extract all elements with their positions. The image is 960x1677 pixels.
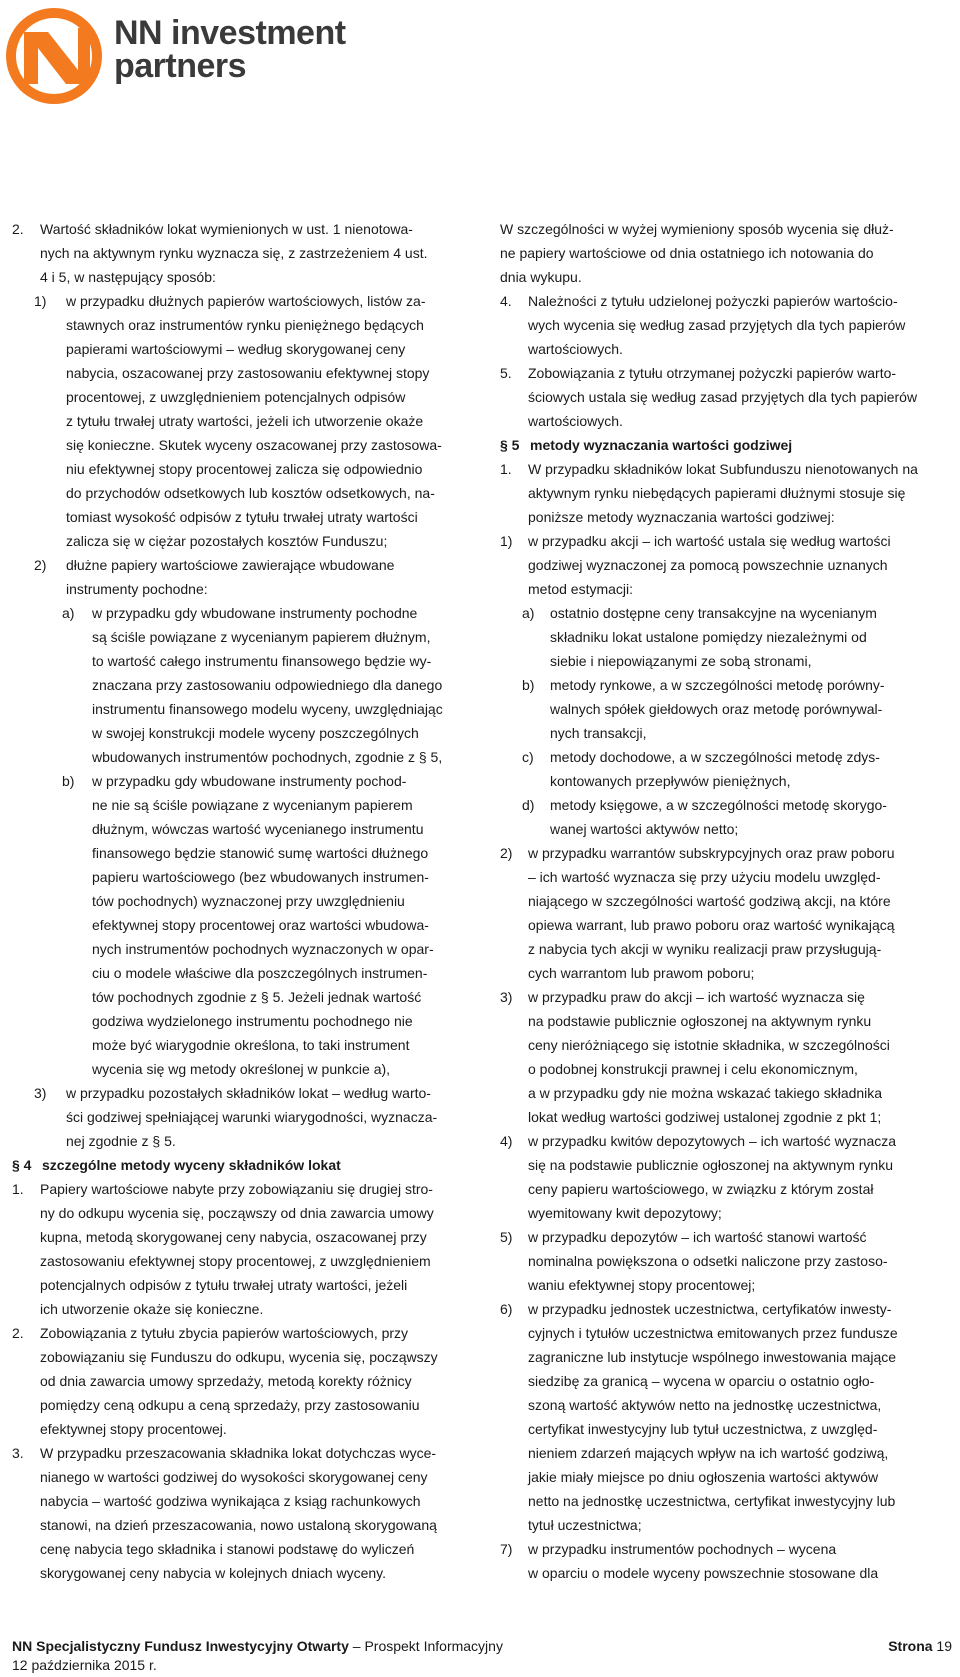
subpoint-letter: a)	[522, 605, 535, 621]
point-text: w przypadku kwitów depozytowych – ich wartość wyznacza się na podstawie publicznie ogłoszonej na aktywnym rynku ceny papieru wartościowego, w związku z którym został wyemitowany kwit depozytowy;	[528, 1133, 897, 1221]
brand-name	[114, 14, 346, 85]
subpoint-b	[62, 769, 468, 1081]
point-3	[34, 1081, 468, 1153]
point-text: w przypadku warrantów subskrypcyjnych oraz praw poboru – ich wartość wyznacza się przy użyciu modelu uwzględ- niającego w szczególności wartość godziwą akcji, na które opiewa warrant, lub prawo poboru oraz wartość wynikającą z nabycia tych akcji w wyniku realizacji praw przysługują- cych warrantom lub prawom poboru;	[528, 845, 895, 981]
point-4	[500, 1129, 952, 1225]
subpoint-text: ostatnio dostępne ceny transakcyjne na wycenianym składniku lokat ustalone pomiędzy niezależnymi od siebie i niepowiązanymi ze sobą stronami,	[550, 605, 877, 669]
paragraph-number: 1.	[12, 1181, 24, 1197]
subpoint-letter: c)	[522, 749, 534, 765]
point-number: 3)	[500, 989, 513, 1005]
paragraph-text: W przypadku przeszacowania składnika lokat dotychczas wyce- nianego w wartości godziwej do wysokości skorygowanej ceny nabycia – wartość godziwa wynikająca z ksiąg rachunkowych stanowi, na dzień przeszacowania, nowo ustaloną skorygowaną cenę nabycia tego składnika i stanowi podstawę do wyliczeń skorygowanej ceny nabycia w kolejnych dniach wyceny.	[40, 1445, 437, 1581]
section-title: szczególne metody wyceny składników lokat	[42, 1157, 341, 1173]
subpoint-letter: b)	[522, 677, 535, 693]
subpoint-letter: a)	[62, 605, 75, 621]
point-1	[500, 529, 952, 601]
subpoint-b	[522, 673, 952, 745]
subpoint-d	[522, 793, 952, 841]
subpoint-text: metody dochodowe, a w szczególności metodę zdys- kontowanych przepływów pieniężnych,	[550, 749, 880, 789]
subpoint-text: w przypadku gdy wbudowane instrumenty pochodne są ściśle powiązane z wycenianym papierem dłużnym, to wartość całego instrumentu finansowego będzie wy- znaczana przy zastosowaniu odpowiedniego dla danego instrumentu finansowego modelu wyceny, uwzględniając w swojej konstrukcji modele wyceny poszczególnych wbudowanych instrumentów pochodnych, zgodnie z § 5,	[92, 605, 443, 765]
paragraph-2	[12, 217, 468, 289]
point-text: w przypadku pozostałych składników lokat – według warto- ści godziwej spełniającej warunki wiarygodności, wyznacza- nej zgodnie z § 5.	[66, 1085, 438, 1149]
point-number: 4)	[500, 1133, 513, 1149]
paragraph-text: Wartość składników lokat wymienionych w ust. 1 nienotowa- nych na aktywnym rynku wyznacza się, z zastrzeżeniem 4 ust. 4 i 5, w następujący sposób:	[40, 221, 428, 285]
point-text: w przypadku dłużnych papierów wartościowych, listów za- stawnych oraz instrumentów rynku pieniężnego będących papierami wartościowymi – według skorygowanej ceny nabycia, oszacowanej przy zastosowaniu efektywnej stopy procentowej, z uwzględnieniem potencjalnych odpisów z tytułu trwałej utraty wartości, jeżeli ich utworzenie okaże się konieczne. Skutek wyceny oszacowanej przy zastosowa- niu efektywnej stopy procentowej zalicza się odpowiednio do przychodów odsetkowych lub kosztów odsetkowych, na- tomiast wysokość odpisów z tytułu trwałej utraty wartości zalicza się w ciężar pozostałych kosztów Funduszu;	[66, 293, 442, 549]
fund-name: NN Specjalistyczny Fundusz Inwestycyjny Otwarty	[12, 1638, 349, 1654]
left-column	[12, 217, 468, 1585]
brand-line-2: partners	[114, 47, 247, 85]
point-text: w przypadku instrumentów pochodnych – wycena w oparciu o modele wyceny powszechnie stosowane dla	[528, 1541, 879, 1581]
section-4-paragraph-2	[12, 1321, 468, 1441]
paragraph-number: 4.	[500, 293, 512, 309]
subpoint-text: w przypadku gdy wbudowane instrumenty pochod- ne nie są ściśle powiązane z wycenianym papierem dłużnym, wówczas wartość wycenianego instrumentu finansowego będzie stanowić sumę wartości dłużnego papieru wartościowego (bez wbudowanych instrumen- tów pochodnych) wyznaczonej przy uwzględnieniu efektywnej stopy procentowej oraz wartości wbudowa- nych instrumentów pochodnych wyznaczonych w opar- ciu o modele właściwe dla poszczególnych instrumen- tów pochodnych zgodnie z § 5. Jeżeli jednak wartość godziwa wydzielonego instrumentu pochodnego nie może być wiarygodnie określona, to taki instrument wycenia się wg metody określonej w punkcie a),	[92, 773, 434, 1077]
point-number: 1)	[500, 533, 513, 549]
subpoint-a	[522, 601, 952, 673]
section-number: § 5	[500, 437, 520, 453]
point-5	[500, 1225, 952, 1297]
paragraph-text: Zobowiązania z tytułu zbycia papierów wartościowych, przy zobowiązaniu się Funduszu do odkupu, wycenia się, począwszy od dnia zawarcia umowy sprzedaży, metodą korekty różnicy pomiędzy ceną odkupu a ceną sprzedaży, przy zastosowaniu efektywnej stopy procentowej.	[40, 1325, 438, 1437]
paragraph-number: 2.	[12, 1325, 24, 1341]
document-date: 12 października 2015 r.	[12, 1657, 157, 1673]
point-3	[500, 985, 952, 1129]
paragraph-number: 1.	[500, 461, 512, 477]
point-2	[34, 553, 468, 601]
point-number: 1)	[34, 293, 47, 309]
section-title: metody wyznaczania wartości godziwej	[530, 437, 793, 453]
point-text: w przypadku akcji – ich wartość ustala się według wartości godziwej wyznaczonej za pomocą powszechnie uznanych metod estymacji:	[528, 533, 891, 597]
section-4-heading	[12, 1153, 468, 1177]
page-indicator	[888, 1637, 952, 1656]
subpoint-c	[522, 745, 952, 793]
paragraph-text: Należności z tytułu udzielonej pożyczki papierów wartościo- wych wycenia się według zasad przyjętych dla tych papierów wartościowych.	[528, 293, 906, 357]
point-number: 2)	[34, 557, 47, 573]
document-name: Prospekt Informacyjny	[364, 1638, 503, 1654]
paragraph-number: 5.	[500, 365, 512, 381]
right-column	[500, 217, 952, 1585]
point-number: 3)	[34, 1085, 47, 1101]
section-4-paragraph-3	[12, 1441, 468, 1585]
brand-line-1: NN investment	[114, 14, 346, 52]
point-text: w przypadku jednostek uczestnictwa, certyfikatów inwesty- cyjnych i tytułów uczestnictwa emitowanych przez fundusze zagraniczne lub instytucje wspólnego inwestowania mające siedzibę za granicą – wycena w oparciu o ostatnio ogło- szoną wartość aktywów netto na jednostkę uczestnictwa, certyfikat inwestycyjny lub tytuł uczestnictwa, z uwzględ- nieniem zdarzeń mających wpływ na ich wartość godziwą, jakie miały miejsce po dniu ogłoszenia wartości aktywów netto na jednostkę uczestnictwa, certyfikat inwestycyjny lub tytuł uczestnictwa;	[528, 1301, 898, 1533]
point-number: 5)	[500, 1229, 513, 1245]
point-text: w przypadku depozytów – ich wartość stanowi wartość nominalna powiększona o odsetki naliczone przy zastoso- waniu efektywnej stopy procentowej;	[528, 1229, 888, 1293]
subpoint-text: metody rynkowe, a w szczególności metodę porówny- walnych spółek giełdowych oraz metodę porównywal- nych transakcji,	[550, 677, 885, 741]
section-4-paragraph-5	[500, 361, 952, 433]
page-label: Strona	[888, 1638, 933, 1654]
section-4-paragraph-1	[12, 1177, 468, 1321]
section-5-paragraph-1	[500, 457, 952, 529]
footer-document-line	[12, 1637, 952, 1656]
page-number: 19	[936, 1638, 952, 1654]
subpoint-letter: b)	[62, 773, 75, 789]
point-6	[500, 1297, 952, 1537]
paragraph-text: Zobowiązania z tytułu otrzymanej pożyczki papierów warto- ściowych ustala się według zasad przyjętych dla tych papierów wartościowych.	[528, 365, 918, 429]
paragraph-text: Papiery wartościowe nabyte przy zobowiązaniu się drugiej stro- ny do odkupu wycenia się, począwszy od dnia zawarcia umowy kupna, metodą skorygowanej ceny nabycia, oszacowanej przy zastosowaniu efektywnej stopy procentowej, z uwzględnieniem potencjalnych odpisów z tytułu trwałej utraty wartości, jeżeli ich utworzenie okaże się konieczne.	[40, 1181, 434, 1317]
nn-logo	[4, 6, 104, 106]
section-4-paragraph-4	[500, 289, 952, 361]
paragraph-number: 3.	[12, 1445, 24, 1461]
subpoint-a	[62, 601, 468, 769]
subpoint-text: metody księgowe, a w szczególności metodę skorygo- wanej wartości aktywów netto;	[550, 797, 887, 837]
point-number: 2)	[500, 845, 513, 861]
point-text: w przypadku praw do akcji – ich wartość wyznacza się na podstawie publicznie ogłoszonej na aktywnym rynku ceny nieróżniącego się istotnie składnika, w szczególności o podobnej konstrukcji prawnej i celu ekonomicznym, a w przypadku gdy nie można wskazać takiego składnika lokat według wartości godziwej ustalonej zgodnie z pkt 1;	[528, 989, 890, 1125]
section-number: § 4	[12, 1157, 32, 1173]
point-number: 7)	[500, 1541, 513, 1557]
point-number: 6)	[500, 1301, 513, 1317]
paragraph-number: 2.	[12, 221, 24, 237]
subpoint-letter: d)	[522, 797, 535, 813]
point-text: dłużne papiery wartościowe zawierające wbudowane instrumenty pochodne:	[66, 557, 395, 597]
section-5-heading	[500, 433, 952, 457]
point-7	[500, 1537, 952, 1585]
continuation-text: W szczególności w wyżej wymieniony sposób wycenia się dłuż- ne papiery wartościowe od dnia ostatniego ich notowania do dnia wykupu.	[500, 221, 894, 285]
point-2	[500, 841, 952, 985]
page-footer	[12, 1637, 952, 1675]
point-1	[34, 289, 468, 553]
paragraph-text: W przypadku składników lokat Subfunduszu nienotowanych na aktywnym rynku niebędących papierami dłużnymi stosuje się poniższe metody wyznaczania wartości godziwej:	[528, 461, 918, 525]
footer-dash: –	[348, 1638, 365, 1654]
